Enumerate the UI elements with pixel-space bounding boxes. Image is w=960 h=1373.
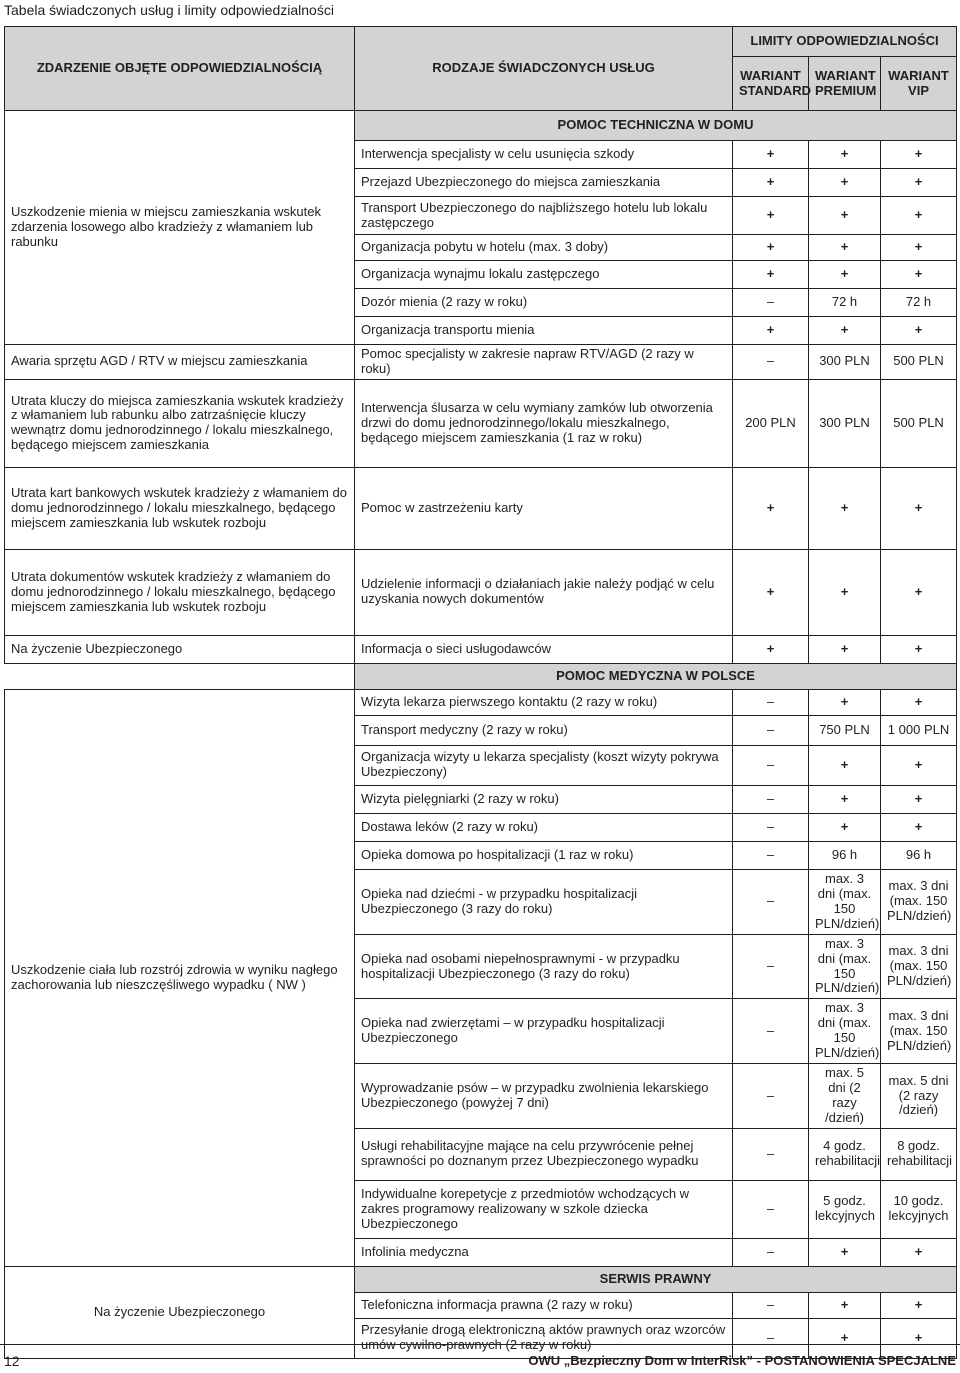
table-row (5, 689, 957, 715)
header-event: ZDARZENIE OBJĘTE ODPOWIEDZIALNOŚCIĄ (5, 27, 355, 111)
table-row (5, 379, 957, 467)
value-standard: – (733, 689, 809, 715)
value-vip: 8 godz. rehabilitacji (881, 1128, 957, 1180)
value-vip: + (881, 197, 957, 235)
value-premium: 750 PLN (809, 715, 881, 745)
page-title: Tabela świadczonych usług i limity odpowiedzialności (4, 2, 334, 18)
value-premium: + (809, 1292, 881, 1318)
service-cell: Informacja o sieci usługodawców (355, 635, 733, 663)
service-cell: Przesyłanie drogą elektroniczną aktów prawnych oraz wzorców umów cywilno-prawnych (2 razy w roku) (355, 1318, 733, 1358)
service-cell: Transport Ubezpieczonego do najbliższego hotelu lub lokalu zastępczego (355, 197, 733, 235)
value-premium: + (809, 549, 881, 635)
value-vip: + (881, 1238, 957, 1266)
value-vip: + (881, 549, 957, 635)
value-vip: 72 h (881, 289, 957, 317)
value-standard: – (733, 999, 809, 1064)
service-cell: Pomoc specjalisty w zakresie napraw RTV/AGD (2 razy w roku) (355, 345, 733, 380)
value-vip: + (881, 141, 957, 169)
value-standard: – (733, 745, 809, 785)
service-cell: Interwencja ślusarza w celu wymiany zamków lub otworzenia drzwi do domu jednorodzinnego/lokalu mieszkalnego, będącego miejscem zamieszkania (1 raz w roku) (355, 379, 733, 467)
value-standard: + (733, 141, 809, 169)
header-variant-standard: WARIANT STANDARD (733, 57, 809, 111)
service-cell: Dostawa leków (2 razy w roku) (355, 813, 733, 841)
service-cell: Indywidualne korepetycje z przedmiotów wchodzących w zakres programowy realizowany w szkole dziecka Ubezpieczonego (355, 1180, 733, 1238)
value-standard: – (733, 785, 809, 813)
value-standard: + (733, 317, 809, 345)
value-standard: – (733, 1064, 809, 1129)
service-cell: Wizyta pielęgniarki (2 razy w roku) (355, 785, 733, 813)
value-premium: + (809, 467, 881, 549)
value-vip: 96 h (881, 841, 957, 869)
value-standard: – (733, 869, 809, 934)
value-premium: max. 5 dni (2 razy /dzień) (809, 1064, 881, 1129)
value-vip: max. 3 dni (max. 150 PLN/dzień) (881, 999, 957, 1064)
service-cell: Transport medyczny (2 razy w roku) (355, 715, 733, 745)
value-standard: – (733, 715, 809, 745)
service-cell: Opieka nad dziećmi - w przypadku hospitalizacji Ubezpieczonego (3 razy do roku) (355, 869, 733, 934)
section-legal: SERWIS PRAWNY (355, 1266, 957, 1292)
service-cell: Organizacja transportu mienia (355, 317, 733, 345)
value-premium: 4 godz. rehabilitacji (809, 1128, 881, 1180)
services-table (4, 26, 957, 1359)
service-cell: Interwencja specjalisty w celu usunięcia szkody (355, 141, 733, 169)
value-premium: + (809, 813, 881, 841)
value-vip: + (881, 467, 957, 549)
value-standard: + (733, 197, 809, 235)
value-standard: 200 PLN (733, 379, 809, 467)
value-standard: – (733, 1292, 809, 1318)
service-cell: Udzielenie informacji o działaniach jakie należy podjąć w celu uzyskania nowych dokumentów (355, 549, 733, 635)
section-row (5, 1266, 957, 1292)
value-premium: 96 h (809, 841, 881, 869)
footer-divider (0, 1344, 960, 1345)
value-vip: + (881, 785, 957, 813)
service-cell: Pomoc w zastrzeżeniu karty (355, 467, 733, 549)
service-cell: Przejazd Ubezpieczonego do miejsca zamieszkania (355, 169, 733, 197)
value-standard: – (733, 1180, 809, 1238)
value-standard: + (733, 467, 809, 549)
value-standard: + (733, 261, 809, 289)
header-variant-vip: WARIANT VIP (881, 57, 957, 111)
value-premium: + (809, 745, 881, 785)
service-cell: Telefoniczna informacja prawna (2 razy w roku) (355, 1292, 733, 1318)
table-row (5, 345, 957, 380)
value-vip: 10 godz. lekcyjnych (881, 1180, 957, 1238)
table-row (5, 549, 957, 635)
page-number: 12 (4, 1353, 20, 1369)
value-standard: – (733, 1318, 809, 1358)
value-premium: 5 godz. lekcyjnych (809, 1180, 881, 1238)
table-row (5, 635, 957, 663)
value-premium: max. 3 dni (max. 150 PLN/dzień) (809, 999, 881, 1064)
section-medical: POMOC MEDYCZNA W POLSCE (355, 663, 957, 689)
service-cell: Organizacja wizyty u lekarza specjalisty (koszt wizyty pokrywa Ubezpieczony) (355, 745, 733, 785)
value-vip: 500 PLN (881, 345, 957, 380)
value-standard: – (733, 345, 809, 380)
event-cell: Utrata dokumentów wskutek kradzieży z włamaniem do domu jednorodzinnego / lokalu mieszkalnego, będącego miejscem zamieszkania lub wskutek rozboju (5, 549, 355, 635)
header-limits: LIMITY ODPOWIEDZIALNOŚCI (733, 27, 957, 57)
event-cell: Utrata kluczy do miejsca zamieszkania wskutek kradzieży z włamaniem lub rabunku albo zatrzaśnięcie kluczy wewnątrz domu jednorodzinnego / lokalu mieszkalnego, będącego miejscem zamieszkania (5, 379, 355, 467)
service-cell: Infolinia medyczna (355, 1238, 733, 1266)
value-premium: + (809, 785, 881, 813)
value-premium: 72 h (809, 289, 881, 317)
service-cell: Wizyta lekarza pierwszego kontaktu (2 razy w roku) (355, 689, 733, 715)
value-vip: + (881, 745, 957, 785)
service-cell: Opieka domowa po hospitalizacji (1 raz w roku) (355, 841, 733, 869)
value-premium: + (809, 1318, 881, 1358)
service-cell: Opieka nad osobami niepełnosprawnymi - w przypadku hospitalizacji Ubezpieczonego (3 razy do roku) (355, 934, 733, 999)
section-row (5, 663, 957, 689)
value-standard: – (733, 289, 809, 317)
value-standard: + (733, 235, 809, 261)
event-cell: Awaria sprzętu AGD / RTV w miejscu zamieszkania (5, 345, 355, 380)
value-premium: + (809, 1238, 881, 1266)
value-standard: + (733, 635, 809, 663)
value-vip: + (881, 689, 957, 715)
header-variant-premium: WARIANT PREMIUM (809, 57, 881, 111)
service-cell: Wyprowadzanie psów – w przypadku zwolnienia lekarskiego Ubezpieczonego (powyżej 7 dni) (355, 1064, 733, 1129)
value-vip: 500 PLN (881, 379, 957, 467)
value-premium: + (809, 317, 881, 345)
value-standard: – (733, 1128, 809, 1180)
document-footer: OWU „Bezpieczny Dom w InterRisk” - POSTANOWIENIA SPECJALNE (528, 1353, 956, 1368)
value-standard: – (733, 841, 809, 869)
value-premium: 300 PLN (809, 379, 881, 467)
value-vip: + (881, 813, 957, 841)
value-premium: + (809, 169, 881, 197)
value-standard: + (733, 549, 809, 635)
section-row (5, 111, 957, 141)
value-vip: + (881, 1318, 957, 1358)
service-cell: Dozór mienia (2 razy w roku) (355, 289, 733, 317)
value-premium: max. 3 dni (max. 150 PLN/dzień) (809, 934, 881, 999)
value-premium: + (809, 635, 881, 663)
event-cell: Uszkodzenie ciała lub rozstrój zdrowia w wyniku nagłego zachorowania lub nieszczęśliwego wypadku ( NW ) (5, 689, 355, 1266)
service-cell: Organizacja pobytu w hotelu (max. 3 doby) (355, 235, 733, 261)
value-vip: 1 000 PLN (881, 715, 957, 745)
value-vip: + (881, 1292, 957, 1318)
value-standard: – (733, 813, 809, 841)
value-premium: + (809, 197, 881, 235)
value-vip: + (881, 235, 957, 261)
value-vip: + (881, 635, 957, 663)
header-service: RODZAJE ŚWIADCZONYCH USŁUG (355, 27, 733, 111)
section-home: POMOC TECHNICZNA W DOMU (355, 111, 957, 141)
service-cell: Opieka nad zwierzętami – w przypadku hospitalizacji Ubezpieczonego (355, 999, 733, 1064)
value-premium: + (809, 261, 881, 289)
event-cell: Na życzenie Ubezpieczonego (5, 635, 355, 663)
event-cell: Na życzenie Ubezpieczonego (5, 1266, 355, 1358)
value-standard: + (733, 169, 809, 197)
event-cell: Uszkodzenie mienia w miejscu zamieszkania wskutek zdarzenia losowego albo kradzieży z włamaniem lub rabunku (5, 111, 355, 345)
value-premium: 300 PLN (809, 345, 881, 380)
service-cell: Organizacja wynajmu lokalu zastępczego (355, 261, 733, 289)
value-vip: + (881, 317, 957, 345)
value-standard: – (733, 1238, 809, 1266)
value-vip: max. 5 dni (2 razy /dzień) (881, 1064, 957, 1129)
value-premium: + (809, 235, 881, 261)
service-cell: Usługi rehabilitacyjne mające na celu przywrócenie pełnej sprawności po doznanym przez Ubezpieczonego wypadku (355, 1128, 733, 1180)
event-cell: Utrata kart bankowych wskutek kradzieży z włamaniem do domu jednorodzinnego / lokalu mieszkalnego, będącego miejscem zamieszkania lub wskutek rozboju (5, 467, 355, 549)
table-row (5, 467, 957, 549)
value-standard: – (733, 934, 809, 999)
value-vip: max. 3 dni (max. 150 PLN/dzień) (881, 869, 957, 934)
value-vip: + (881, 261, 957, 289)
value-premium: max. 3 dni (max. 150 PLN/dzień) (809, 869, 881, 934)
value-premium: + (809, 689, 881, 715)
value-vip: + (881, 169, 957, 197)
value-premium: + (809, 141, 881, 169)
event-cell-blank (5, 663, 355, 689)
value-vip: max. 3 dni (max. 150 PLN/dzień) (881, 934, 957, 999)
